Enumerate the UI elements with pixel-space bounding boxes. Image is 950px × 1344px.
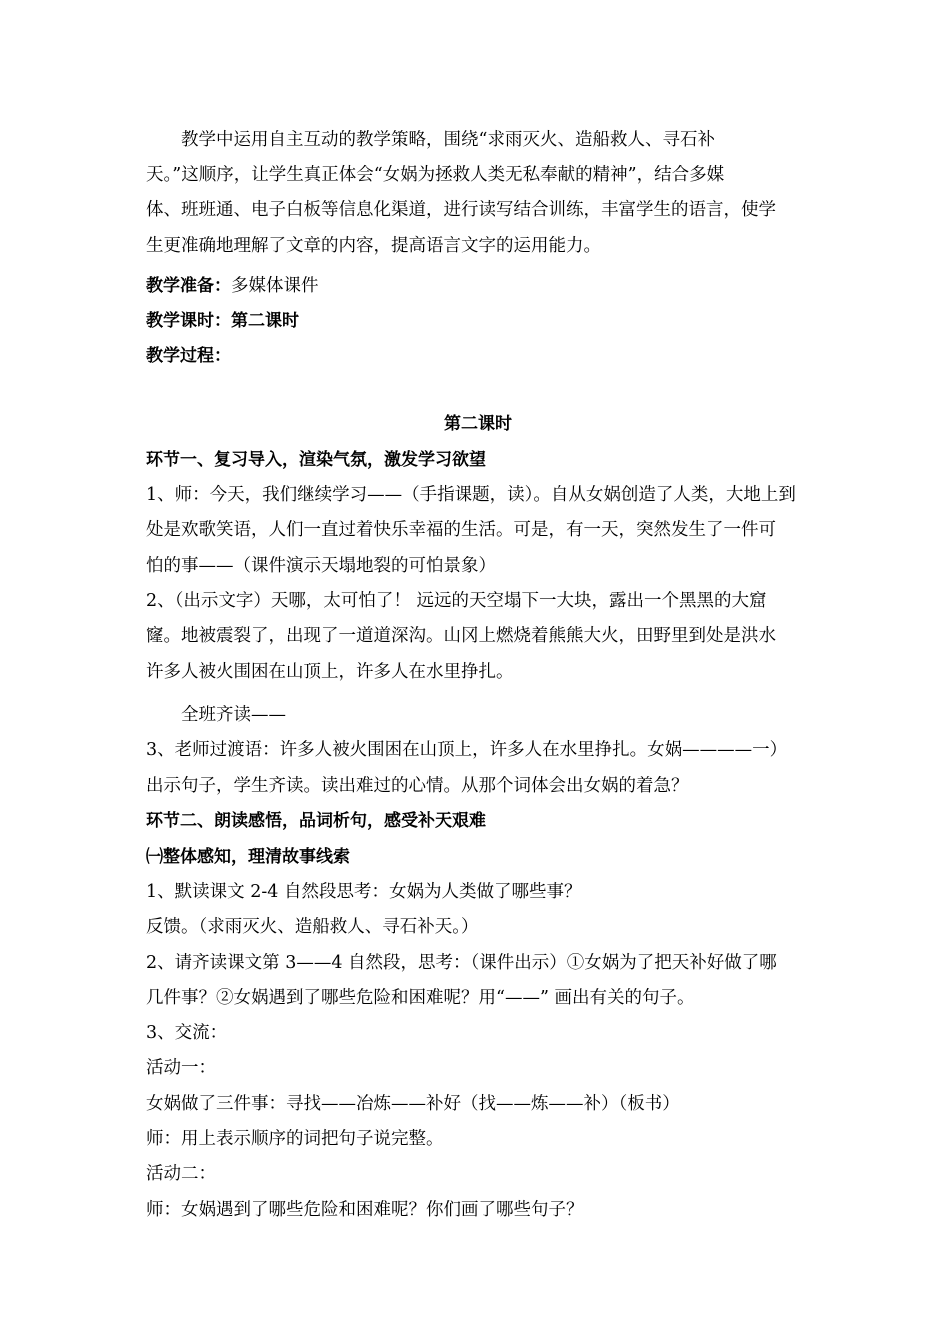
stage2-heading: 环节二、朗读感悟，品词析句，感受补天艰难: [146, 811, 486, 831]
intro-line-2: 天。”这顺序，让学生真正体会“女娲为拯救人类无私奉献的精神”，结合多媒: [146, 165, 725, 185]
stage2-subheading: ㈠整体感知，理清故事线索: [146, 847, 350, 867]
activity-2-teacher: 师：女娲遇到了哪些危险和困难呢？你们画了哪些句子？: [146, 1200, 584, 1220]
stage1-p3-line-1: 3、老师过渡语：许多人被火围困在山顶上，许多人在水里挣扎。女娲————一）: [146, 740, 788, 760]
activity-1-teacher: 师：用上表示顺序的词把句子说完整。: [146, 1129, 444, 1149]
period-label: 教学课时：: [146, 311, 231, 331]
prep-row: [146, 274, 319, 298]
period-row: [146, 309, 299, 333]
stage1-p2-line-2: 窿。地被震裂了，出现了一道道深沟。山冈上燃烧着熊熊大火，田野里到处是洪水: [146, 626, 776, 646]
stage1-p2-line-1: 2、（出示文字）天哪，太可怕了！ 远远的天空塌下一大块，露出一个黑黑的大窟: [146, 591, 767, 611]
intro-line-4: 生更准确地理解了文章的内容，提高语言文字的运用能力。: [146, 236, 601, 256]
process-label: 教学过程：: [146, 346, 231, 366]
stage2-q1: 1、默读课文 2-4 自然段思考：女娲为人类做了哪些事？: [146, 882, 582, 902]
prep-value: 多媒体课件: [231, 276, 319, 296]
activity-2-label: 活动二：: [146, 1164, 216, 1184]
stage2-q3: 3、交流：: [146, 1023, 228, 1043]
activity-1-text: 女娲做了三件事：寻找——冶炼——补好（找——炼——补）（板书）: [146, 1094, 680, 1114]
stage2-q2-line-2: 几件事？②女娲遇到了哪些危险和困难呢？用“——” 画出有关的句子。: [146, 988, 695, 1008]
stage1-p2-line-4: 全班齐读——: [181, 705, 286, 725]
stage1-p3-line-2: 出示句子，学生齐读。读出难过的心情。从那个词体会出女娲的着急？: [146, 776, 689, 796]
stage1-p1-line-2: 处是欢歌笑语，人们一直过着快乐幸福的生活。可是，有一天，突然发生了一件可: [146, 520, 776, 540]
intro-line-3: 体、班班通、电子白板等信息化渠道，进行读写结合训练，丰富学生的语言，使学: [146, 200, 776, 220]
stage2-feedback: 反馈。（求雨灭火、造船救人、寻石补天。）: [146, 917, 479, 937]
stage2-q2-line-1: 2、请齐读课文第 3——4 自然段，思考：（课件出示）①女娲为了把天补好做了哪: [146, 953, 777, 973]
prep-label: 教学准备：: [146, 276, 231, 296]
section-title: 第二课时: [444, 414, 512, 434]
stage1-heading: 环节一、复习导入，渲染气氛，激发学习欲望: [146, 450, 486, 470]
period-value: 第二课时: [231, 311, 299, 331]
activity-1-label: 活动一：: [146, 1058, 216, 1078]
intro-line-1: 教学中运用自主互动的教学策略，围绕“求雨灭火、造船救人、寻石补: [181, 130, 715, 150]
stage1-p1-line-3: 怕的事——（课件演示天塌地裂的可怕景象）: [146, 556, 496, 576]
stage1-p2-line-3: 许多人被火围困在山顶上，许多人在水里挣扎。: [146, 662, 514, 682]
stage1-p1-line-1: 1、师：今天，我们继续学习——（手指课题，读）。自从女娲创造了人类，大地上到: [146, 485, 796, 505]
